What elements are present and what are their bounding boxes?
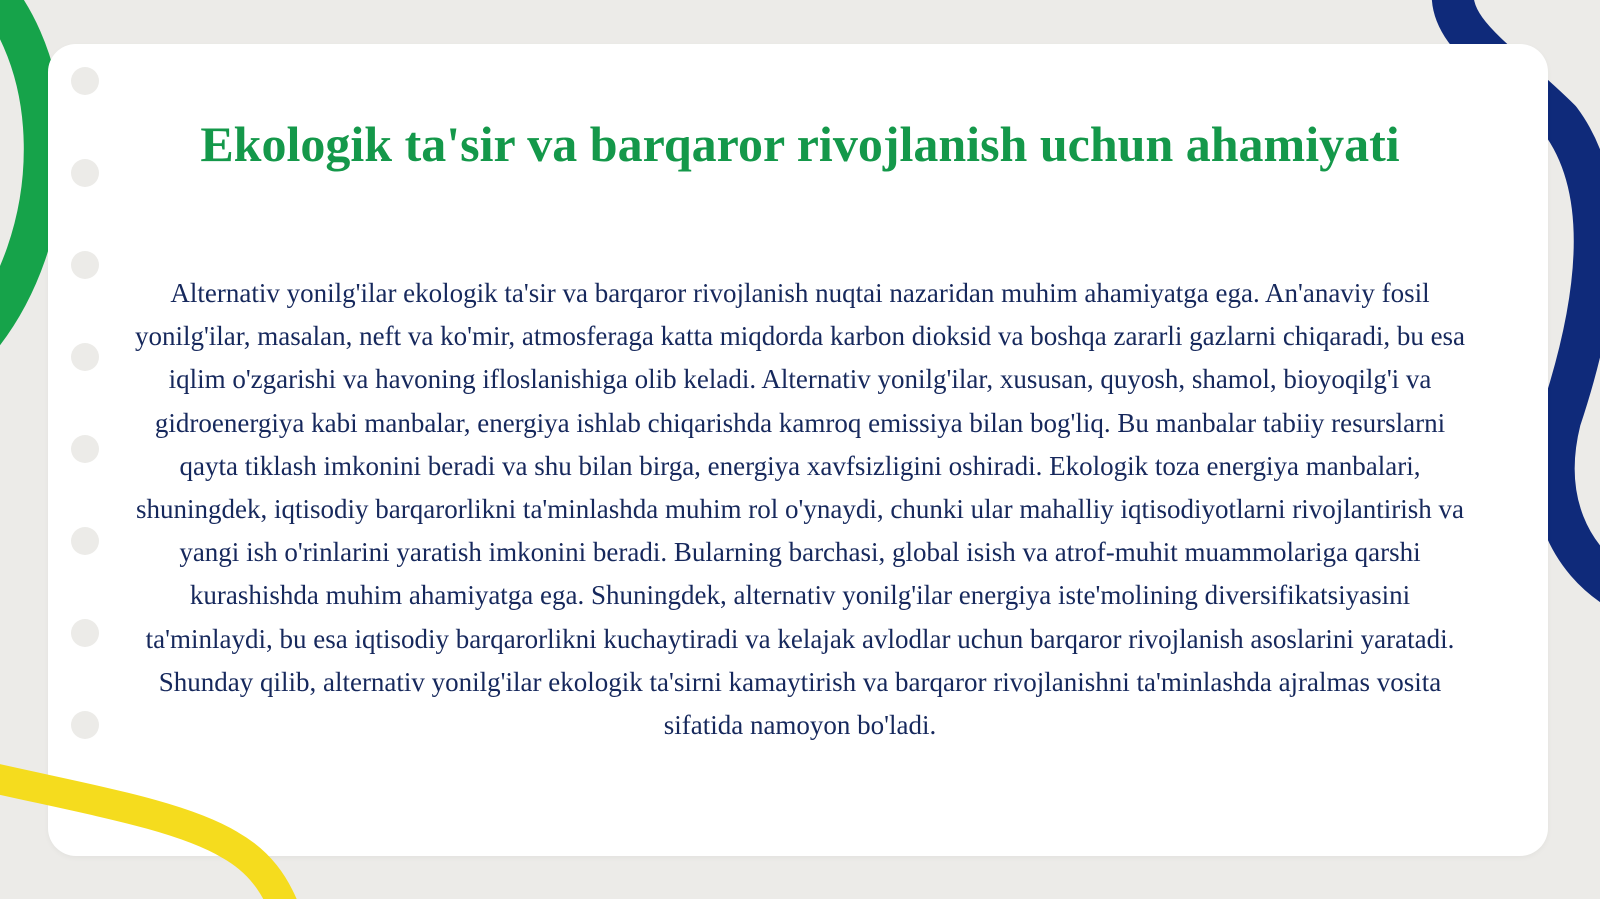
- yellow-stripe-decoration: [0, 775, 285, 899]
- slide-title: Ekologik ta'sir va barqaror rivojlanish uchun ahamiyati: [200, 116, 1400, 172]
- slide-body-text: Alternativ yonilg'ilar ekologik ta'sir va barqaror rivojlanish nuqtai nazaridan muhim ahamiyatga ega. An'anaviy fosil yonilg'ilar, masalan, neft va ko'mir, atmosferaga katta miqdorda karbon dioksid va boshqa zararli gazlarni chiqaradi, bu esa iqlim o'zgarishi va havoning ifloslanishiga olib keladi. Alternativ yonilg'ilar, xususan, quyosh, shamol, bioyoqilg'i va gidroenergiya kabi manbalar, energiya ishlab chiqarishda kamroq emissiya bilan bog'liq. Bu manbalar tabiiy resurslarni qayta tiklash imkonini beradi va shu bilan birga, energiya xavfsizligini oshiradi. Ekologik toza energiya manbalari, shuningdek, iqtisodiy barqarorlikni ta'minlashda muhim rol o'ynaydi, chunki ular mahalliy iqtisodiyotlarni rivojlantirish va yangi ish o'rinlarini yaratish imkonini beradi. Bularning barchasi, global isish va atrof-muhit muammolariga qarshi kurashishda muhim ahamiyatga ega. Shuningdek, alternativ yonilg'ilar energiya iste'molining diversifikatsiyasini ta'minlaydi, bu esa iqtisodiy barqarorlikni kuchaytiradi va kelajak avlodlar uchun barqaror rivojlanish asoslarini yaratadi. Shunday qilib, alternativ yonilg'ilar ekologik ta'sirni kamaytirish va barqaror rivojlanishni ta'minlashda ajralmas vosita sifatida namoyon bo'ladi.: [134, 278, 1466, 741]
